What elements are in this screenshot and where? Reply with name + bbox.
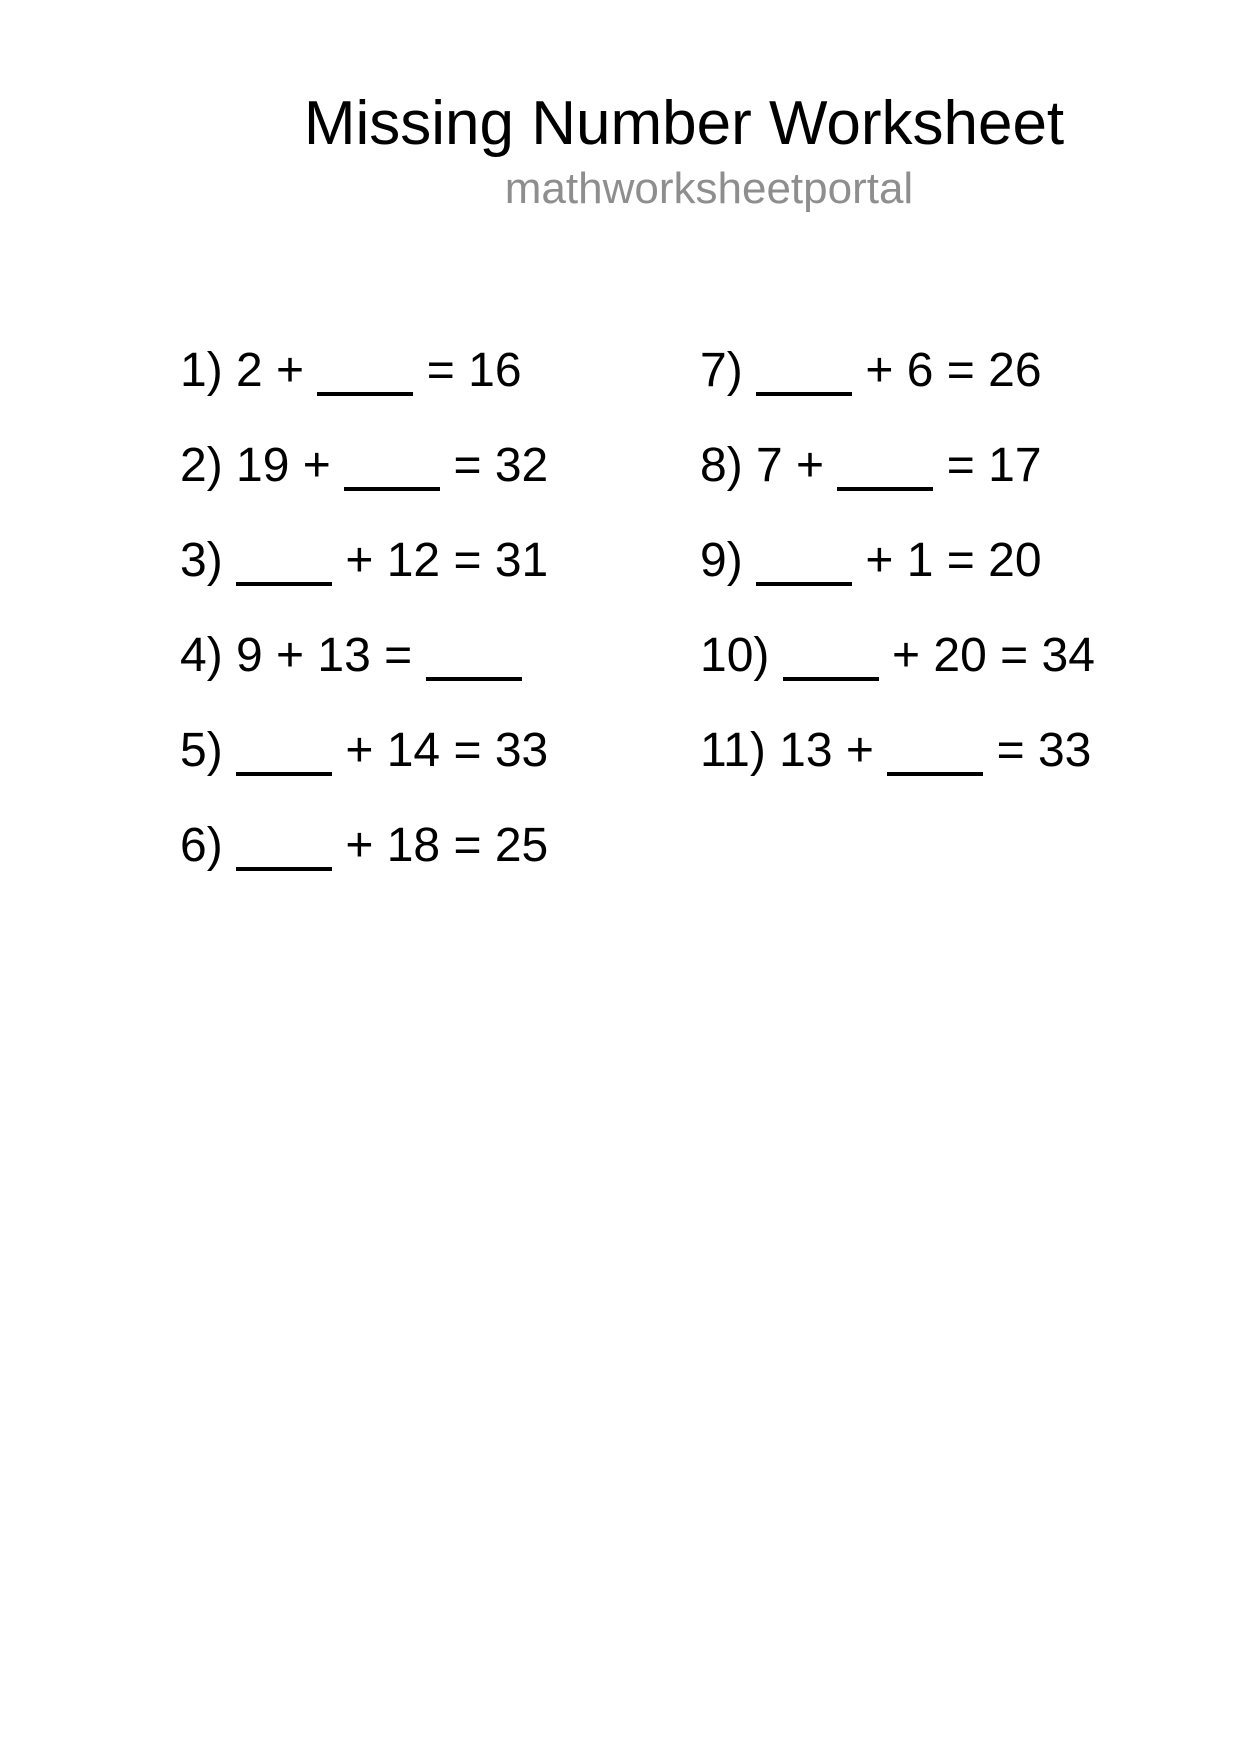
problem-row xyxy=(180,629,548,682)
expression-text: + 12 = 31 xyxy=(332,534,549,587)
expression-text: 9 + 13 = xyxy=(236,629,426,682)
expression-text: + 20 = 34 xyxy=(878,629,1095,682)
problems-column-left xyxy=(180,344,549,917)
problem-row xyxy=(180,439,549,492)
expression-text: + 18 = 25 xyxy=(332,819,549,872)
problem-number: 10) xyxy=(700,629,783,682)
answer-blank xyxy=(344,487,440,491)
answer-blank xyxy=(837,487,933,491)
expression-text: 2 + xyxy=(236,344,318,397)
expression-text: 7 + xyxy=(756,439,838,492)
problem-row xyxy=(180,534,549,587)
answer-blank xyxy=(426,677,522,681)
answer-blank xyxy=(236,582,332,586)
problem-number: 8) xyxy=(700,439,757,492)
worksheet-title: Missing Number Worksheet xyxy=(303,89,1065,158)
problem-row xyxy=(700,439,1095,492)
problem-number: 11) xyxy=(700,724,780,777)
answer-blank xyxy=(236,772,332,776)
problems-column-right xyxy=(700,344,1095,822)
problem-number: 2) xyxy=(180,439,237,492)
problem-row xyxy=(700,724,1095,777)
problem-number: 3) xyxy=(180,534,237,587)
answer-blank xyxy=(236,867,332,871)
expression-text: 19 + xyxy=(236,439,345,492)
problem-number: 5) xyxy=(180,724,237,777)
answer-blank xyxy=(756,582,852,586)
problem-number: 1) xyxy=(180,344,237,397)
expression-text: + 6 = 26 xyxy=(852,344,1042,397)
expression-text: 13 + xyxy=(779,724,888,777)
answer-blank xyxy=(887,772,983,776)
problem-number: 9) xyxy=(700,534,757,587)
expression-text: + 1 = 20 xyxy=(852,534,1042,587)
problem-row xyxy=(180,344,548,397)
problem-number: 4) xyxy=(180,629,237,682)
problem-row xyxy=(700,629,1095,682)
answer-blank xyxy=(783,677,879,681)
expression-text: = 17 xyxy=(933,439,1042,492)
worksheet-header xyxy=(0,88,1240,214)
worksheet-subtitle: mathworksheetportal xyxy=(504,164,914,214)
problem-row xyxy=(180,724,549,777)
problem-number: 6) xyxy=(180,819,237,872)
expression-text: = 33 xyxy=(983,724,1092,777)
problem-row xyxy=(180,819,549,872)
problem-row xyxy=(700,534,1095,587)
problem-number: 7) xyxy=(700,344,757,397)
problem-row xyxy=(700,344,1095,397)
answer-blank xyxy=(756,392,852,396)
expression-text: = 32 xyxy=(440,439,549,492)
expression-text: = 16 xyxy=(413,344,522,397)
expression-text: + 14 = 33 xyxy=(332,724,549,777)
answer-blank xyxy=(317,392,413,396)
